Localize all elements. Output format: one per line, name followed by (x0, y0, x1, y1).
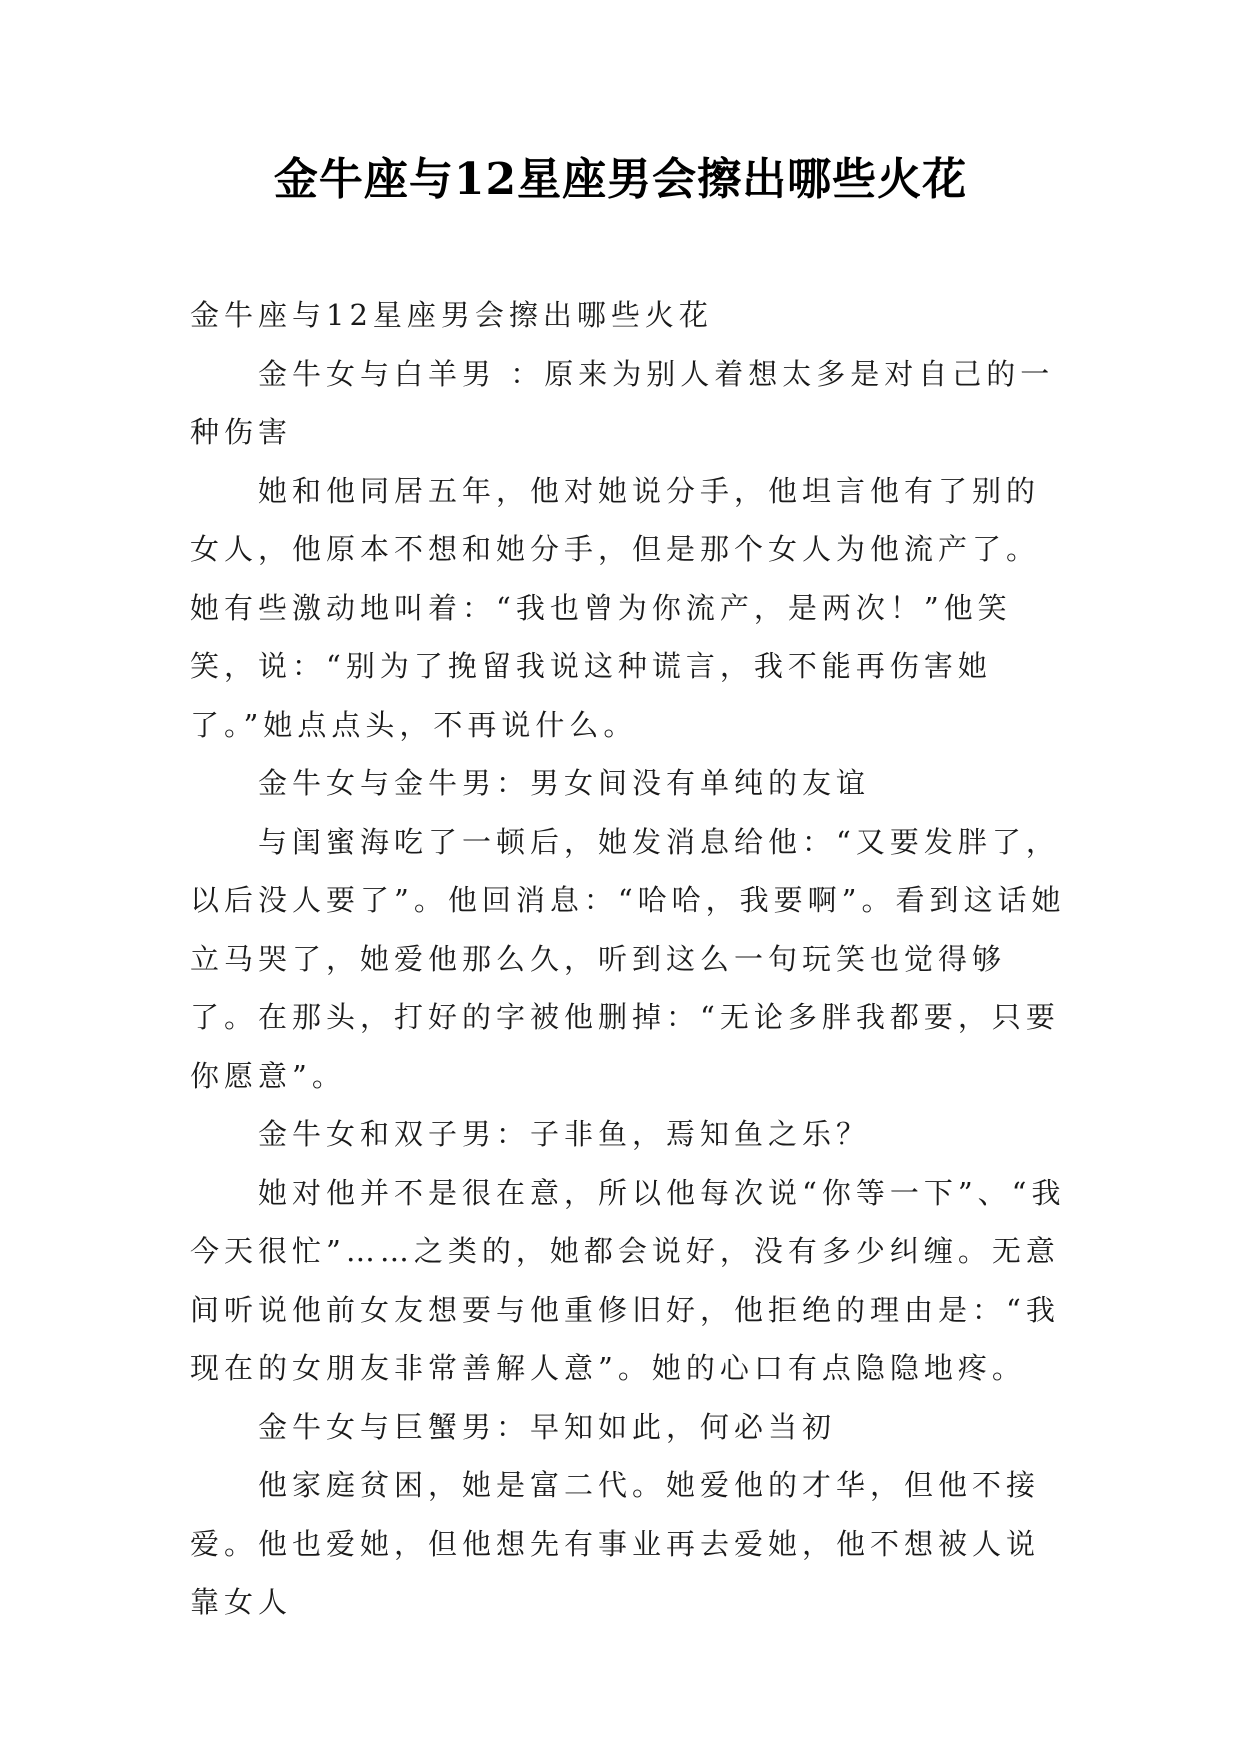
document-title: 金牛座与12星座男会擦出哪些火花 (273, 154, 968, 205)
paragraph-heading-gemini: 金牛女和双子男：子非鱼，焉知鱼之乐？ (258, 1117, 871, 1151)
paragraph-subtitle: 金牛座与12星座男会擦出哪些火花 (190, 298, 713, 332)
paragraph-story-gemini: 她对他并不是很在意，所以他每次说“你等一下”、“我今天很忙”……之类的，她都会说好，没有多少纠缠。无意间听说他前女友想要与他重修旧好，他拒绝的理由是：“我现在的女朋友非常善解人意”。她的心口有点隐隐地疼。 (190, 1175, 1066, 1385)
document-body (190, 286, 1070, 1632)
paragraph-story-aries: 她和他同居五年，他对她说分手，他坦言他有了别的女人，他原本不想和她分手，但是那个女人为他流产了。她有些激动地叫着：“我也曾为你流产，是两次！”他笑笑，说：“别为了挽留我说这种谎言，我不能再伤害她了。”她点点头，不再说什么。 (190, 473, 1041, 742)
paragraph-story-cancer: 他家庭贫困，她是富二代。她爱他的才华，但他不接爱。他也爱她，但他想先有事业再去爱她，他不想被人说靠女人 (190, 1468, 1041, 1619)
paragraph-story-taurus: 与闺蜜海吃了一顿后，她发消息给他：“又要发胖了，以后没人要了”。他回消息：“哈哈，我要啊”。看到这话她立马哭了，她爱他那么久，听到这么一句玩笑也觉得够了。在那头，打好的字被他删掉：“无论多胖我都要，只要你愿意”。 (190, 824, 1066, 1093)
paragraph-heading-cancer: 金牛女与巨蟹男：早知如此，何必当初 (258, 1409, 837, 1444)
paragraph-heading-aries: 金牛女与白羊男 ：原来为别人着想太多是对自己的一种伤害 (190, 356, 1055, 449)
paragraph-heading-taurus: 金牛女与金牛男：男女间没有单纯的友谊 (258, 766, 871, 800)
